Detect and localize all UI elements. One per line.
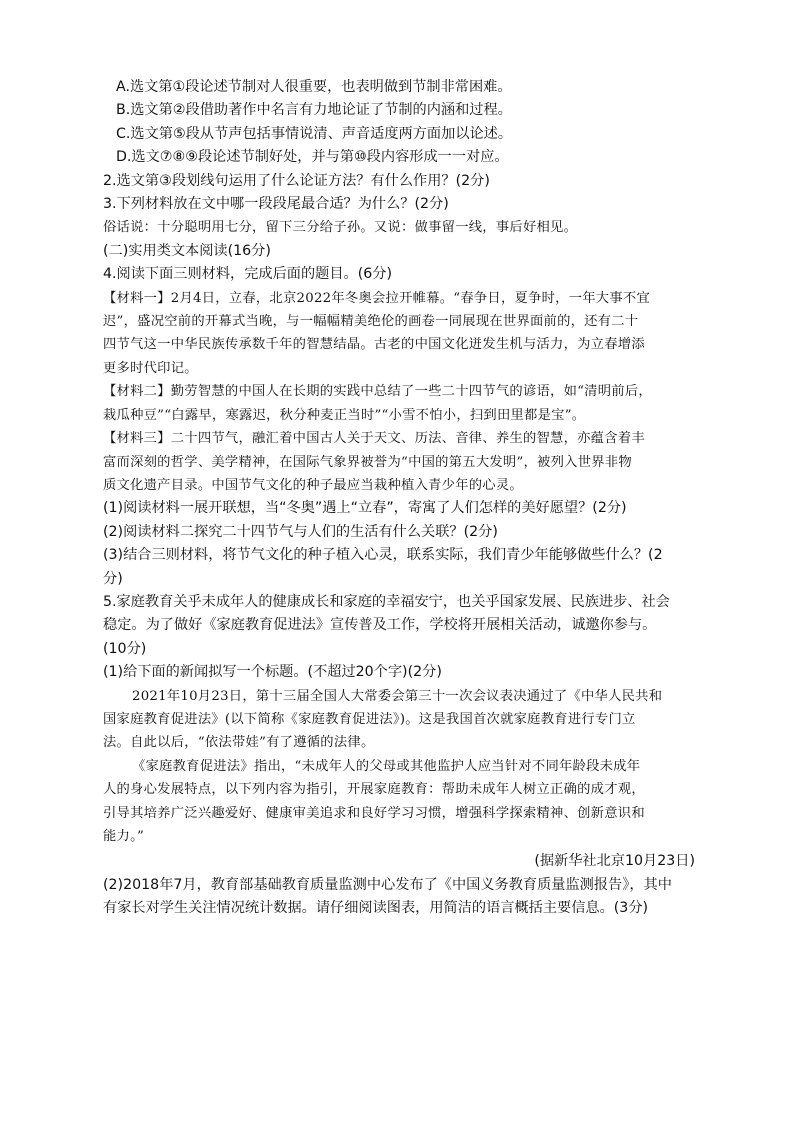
option-b: B.选文第②段借助著作中名言有力地论证了节制的内涵和过程。 [116, 102, 512, 119]
question-3-material: 俗话说：十分聪明用七分，留下三分给子孙。又说：做事留一线，事后好相见。 [103, 220, 578, 236]
question-4-sub-2: (2)阅读材料二探究二十四节气与人们的生活有什么关联？(2分) [103, 523, 498, 540]
option-a: A.选文第①段论述节制对人很重要，也表明做到节制非常困难。 [116, 79, 512, 95]
material-1-line: 四节气这一中华民族传承数千年的智慧结晶。古老的中国文化迸发生机与活力，为立春增添 [103, 337, 645, 353]
material-3-line: 质文化遗产目录。中国节气文化的种子最应当栽种植入青少年的心灵。 [103, 477, 523, 493]
news-paragraph-2: 能力。” [103, 829, 145, 844]
news-paragraph-1: 2021年10月23日，第十三届全国人大常委会第三十一次会议表决通过了《中华人民共和 [132, 688, 663, 704]
news-paragraph-2: 人的身心发展特点，以下列内容为指引，开展家庭教育：帮助未成年人树立正确的成才观， [103, 782, 645, 798]
news-source: (据新华社北京10月23日) [534, 853, 695, 870]
material-2-line: 栽瓜种豆”“白露早，寒露迟，秋分种麦正当时”“小雪不怕小，扫到田里都是宝”。 [103, 407, 586, 423]
question-5-line: 稳定。为了做好《家庭教育促进法》宣传普及工作，学校将开展相关活动，诚邀你参与。 [103, 617, 657, 634]
news-paragraph-2: 引导其培养广泛兴趣爱好、健康审美追求和良好学习习惯，增强科学探索精神、创新意识和 [103, 805, 645, 821]
material-2-line: 【材料二】勤劳智慧的中国人在长期的实践中总结了一些二十四节气的谚语，如“清明前后， [103, 384, 652, 400]
question-5-sub-1: (1)给下面的新闻拟写一个标题。(不超过20个字)(2分) [103, 664, 442, 681]
material-3-line: 【材料三】二十四节气，融汇着中国古人关于天文、历法、音律、养生的智慧，亦蕴含着丰 [103, 431, 645, 447]
question-2: 2.选文第③段划线句运用了什么论证方法？有什么作用？(2分) [103, 172, 490, 189]
question-4: 4.阅读下面三则材料，完成后面的题目。(6分) [103, 266, 393, 283]
material-1-line: 迟”，盛况空前的开幕式当晚，与一幅幅精美绝伦的画卷一同展现在世界面前的，还有二十 [103, 314, 639, 330]
news-paragraph-1: 法。自此以后，“依法带娃”有了遵循的法律。 [103, 735, 375, 751]
question-4-sub-3-cont: 分) [103, 570, 123, 587]
material-1-line: 更多时代印记。 [103, 360, 198, 376]
question-4-sub-1: (1)阅读材料一展开联想，当“冬奥”遇上“立春”，寄寓了人们怎样的美好愿望？(2分) [103, 500, 627, 517]
question-5-line: 5.家庭教育关乎未成年人的健康成长和家庭的幸福安宁，也关乎国家发展、民族进步、社会 [103, 593, 670, 610]
news-paragraph-1: 国家庭教育促进法》(以下简称《家庭教育促进法》)。这是我国首次就家庭教育进行专门立 [103, 711, 636, 727]
option-d: D.选文⑦⑧⑨段论述节制好处，并与第⑩段内容形成一一对应。 [116, 149, 509, 166]
question-4-sub-3: (3)结合三则材料，将节气文化的种子植入心灵，联系实际，我们青少年能够做些什么？(2 [103, 547, 663, 564]
material-1-line: 【材料一】2月4日，立春，北京2022年冬奥会拉开帷幕。“春争日，夏争时，一年大事不宜 [103, 290, 650, 306]
news-paragraph-2: 《家庭教育促进法》指出，“未成年人的父母或其他监护人应当针对不同年龄段未成年 [132, 758, 641, 774]
question-5-sub-2: 有家长对学生关注情况统计数据。请仔细阅读图表，用简洁的语言概括主要信息。(3分) [103, 900, 649, 917]
material-3-line: 富而深刻的哲学、美学精神，在国际气象界被誉为“中国的第五大发明”，被列入世界非物 [103, 454, 632, 470]
section-heading: (二)实用类文本阅读(16分) [103, 242, 271, 259]
question-5-line: (10分) [103, 640, 147, 657]
question-3: 3.下列材料放在文中哪一段段尾最合适？为什么？(2分) [103, 196, 449, 213]
question-5-sub-2: (2)2018年7月，教育部基础教育质量监测中心发布了《中国义务教育质量监测报告》，其中 [103, 876, 672, 893]
option-c: C.选文第⑤段从节声包括事情说清、声音适度两方面加以论述。 [116, 125, 513, 142]
